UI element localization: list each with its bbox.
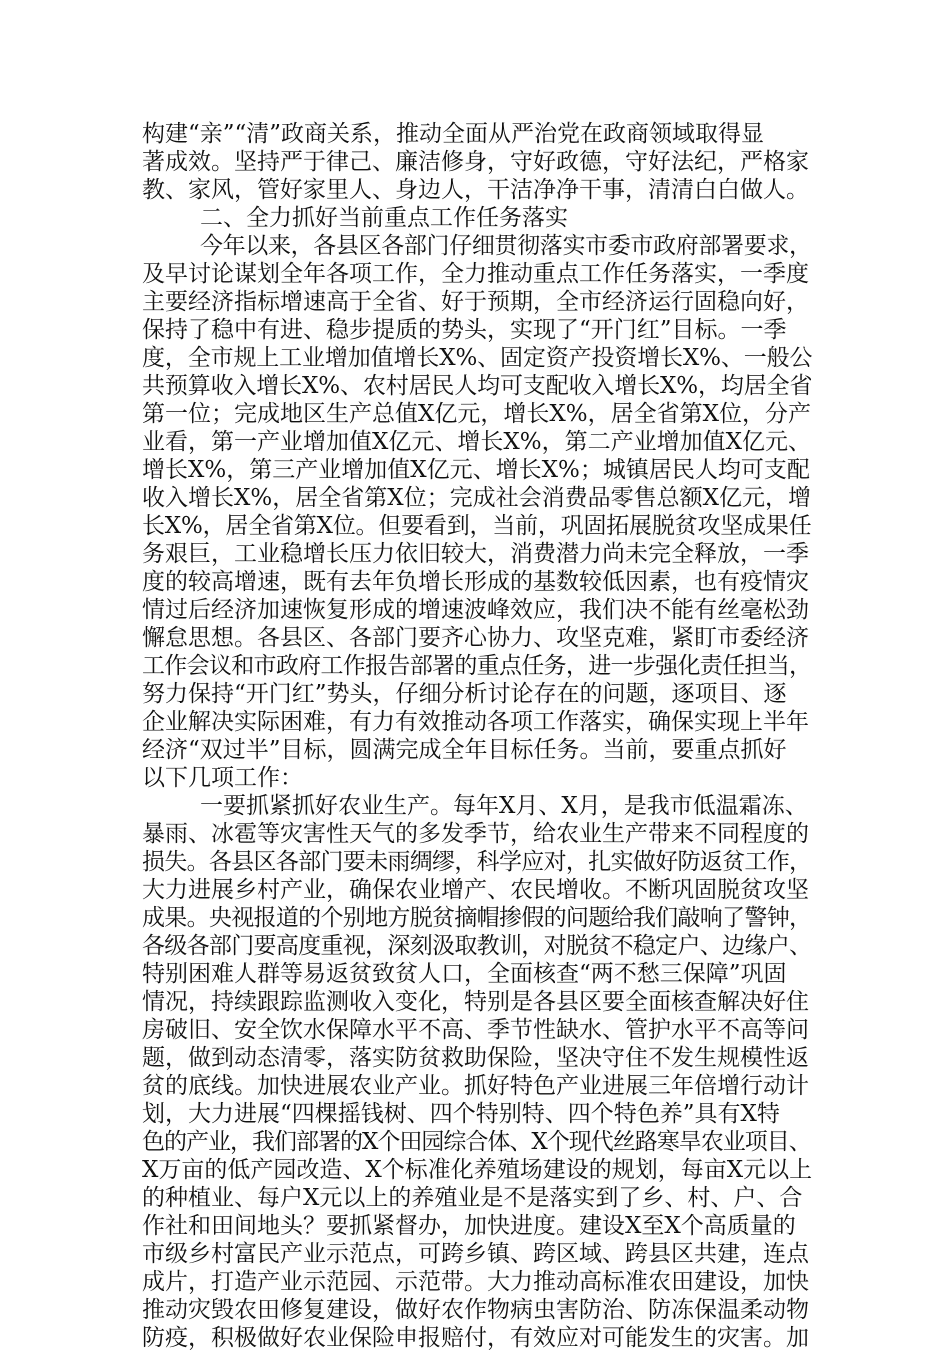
paragraph-first-line: 今年以来，各县区各部门仔细贯彻落实市委市政府部署要求， (200, 233, 812, 259)
document-body (142, 120, 812, 1352)
text-line: 的种植业、每户X元以上的养殖业是不是落实到了乡、村、户、合 (142, 1185, 803, 1211)
text-line: 成果。央视报道的个别地方脱贫摘帽掺假的问题给我们敲响了警钟， (142, 905, 812, 931)
text-line: 大力进展乡村产业，确保农业增产、农民增收。不断巩固脱贫攻坚 (142, 877, 809, 903)
text-line: 暴雨、冰雹等灾害性天气的多发季节，给农业生产带来不同程度的 (142, 821, 809, 847)
text-line: 共预算收入增长X%、农村居民人均可支配收入增长X%，均居全省 (142, 373, 813, 399)
text-line: 成片，打造产业示范园、示范带。大力推动高标准农田建设，加快 (142, 1269, 809, 1295)
text-line: 务艰巨，工业稳增长压力依旧较大，消费潜力尚未完全释放，一季 (142, 541, 809, 567)
text-line: 度的较高增速，既有去年负增长形成的基数较低因素，也有疫情灾 (142, 569, 809, 595)
text-line: 划，大力进展“四棵摇钱树、四个特别特、四个特色养”具有X特 (142, 1101, 780, 1127)
text-line: 特别困难人群等易返贫致贫人口，全面核查“两不愁三保障”巩固 (142, 961, 787, 987)
text-line: 题，做到动态清零，落实防贫救助保险，坚决守住不发生规模性返 (142, 1045, 809, 1071)
text-line: 业看，第一产业增加值X亿元、增长X%，第二产业增加值X亿元、 (142, 429, 811, 455)
text-line: 长X%，居全省第X位。但要看到，当前，巩固拓展脱贫攻坚成果任 (142, 513, 812, 539)
text-line: 情过后经济加速恢复形成的增速波峰效应，我们决不能有丝毫松劲 (142, 597, 809, 623)
paragraph-first-line: 二、全力抓好当前重点工作任务落实 (200, 205, 568, 231)
text-line: 企业解决实际困难，有力有效推动各项工作落实，确保实现上半年 (142, 709, 809, 735)
text-line: 防疫，积极做好农业保险申报赔付，有效应对可能发生的灾害。加 (142, 1325, 809, 1351)
text-line: X万亩的低产园改造、X个标准化养殖场建设的规划，每亩X元以上 (142, 1157, 813, 1183)
text-line: 工作会议和市政府工作报告部署的重点任务，进一步强化责任担当， (142, 653, 812, 679)
text-line: 作社和田间地头？要抓紧督办，加快进度。建设X至X个高质量的 (142, 1213, 796, 1239)
text-line: 保持了稳中有进、稳步提质的势头，实现了“开门红”目标。一季 (142, 317, 787, 343)
text-line: 努力保持“开门红”势头，仔细分析讨论存在的问题，逐项目、逐 (142, 681, 787, 707)
text-line: 收入增长X%，居全省第X位；完成社会消费品零售总额X亿元，增 (142, 485, 811, 511)
text-line: 著成效。坚持严于律己、廉洁修身，守好政德，守好法纪，严格家 (142, 149, 809, 175)
text-line: 各级各部门要高度重视，深刻汲取教训，对脱贫不稳定户、边缘户、 (142, 933, 812, 959)
text-line: 增长X%，第三产业增加值X亿元、增长X%；城镇居民人均可支配 (142, 457, 810, 483)
text-line: 构建“亲”“清”政商关系，推动全面从严治党在政商领域取得显 (142, 121, 765, 147)
text-line: 第一位；完成地区生产总值X亿元，增长X%，居全省第X位，分产 (142, 401, 811, 427)
text-line: 市级乡村富民产业示范点，可跨乡镇、跨区域、跨县区共建，连点 (142, 1241, 809, 1267)
text-line: 及早讨论谋划全年各项工作，全力推动重点工作任务落实，一季度 (142, 261, 809, 287)
text-line: 情况，持续跟踪监测收入变化，特别是各县区要全面核查解决好住 (142, 989, 809, 1015)
text-line: 房破旧、安全饮水保障水平不高、季节性缺水、管护水平不高等问 (142, 1017, 809, 1043)
text-line: 色的产业，我们部署的X个田园综合体、X个现代丝路寒旱农业项目、 (142, 1129, 811, 1155)
text-line: 教、家风，管好家里人、身边人，干洁净净干事，清清白白做人。 (142, 177, 809, 203)
text-line: 以下几项工作： (142, 765, 303, 791)
text-line: 主要经济指标增速高于全省、好于预期，全市经济运行固稳向好， (142, 289, 809, 315)
text-line: 推动灾毁农田修复建设，做好农作物病虫害防治、防冻保温柔动物 (142, 1297, 809, 1323)
text-line: 懈怠思想。各县区、各部门要齐心协力、攻坚克难，紧盯市委经济 (142, 625, 809, 651)
text-line: 贫的底线。加快进展农业产业。抓好特色产业进展三年倍增行动计 (142, 1073, 809, 1099)
text-line: 损失。各县区各部门要未雨绸缪，科学应对，扎实做好防返贫工作， (142, 849, 812, 875)
text-line: 经济“双过半”目标，圆满完成全年目标任务。当前，要重点抓好 (142, 737, 787, 763)
paragraph-first-line: 一要抓紧抓好农业生产。每年X月、X月，是我市低温霜冻、 (200, 793, 808, 819)
text-line: 度，全市规上工业增加值增长X%、固定资产投资增长X%、一般公 (142, 345, 813, 371)
